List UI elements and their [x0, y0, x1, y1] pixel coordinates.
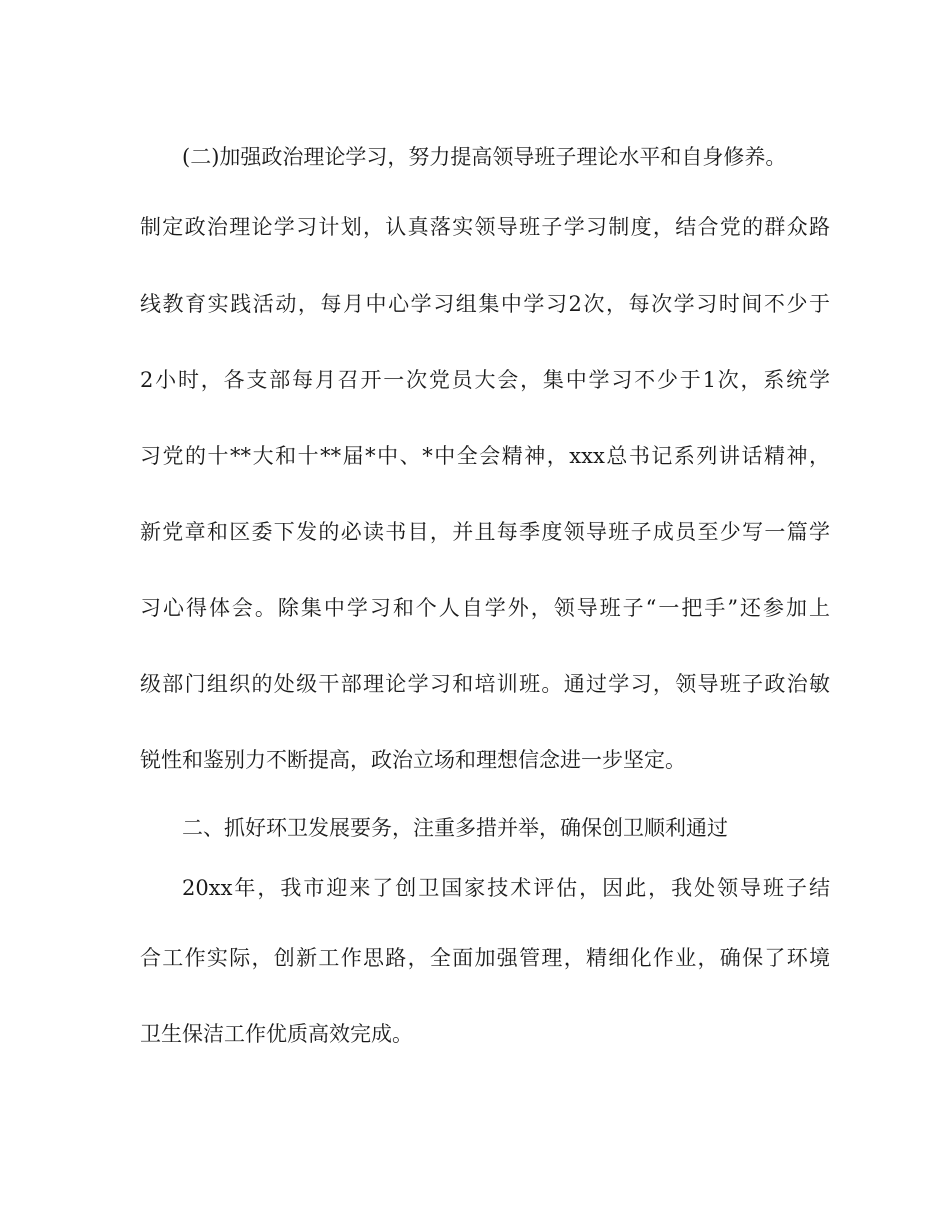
section-heading-sanitation: 二、抓好环卫发展要务，注重多措并举，确保创卫顺利通过 — [182, 816, 728, 840]
section-heading-political-study: (二)加强政治理论学习，努力提高领导班子理论水平和自身修养。 — [182, 145, 787, 169]
paragraph-line: 制定政治理论学习计划，认真落实领导班子学习制度，结合党的群众路 — [140, 215, 830, 239]
paragraph-line: 20xx年，我市迎来了创卫国家技术评估，因此，我处领导班子结 — [182, 876, 830, 900]
paragraph-line: 级部门组织的处级干部理论学习和培训班。通过学习，领导班子政治敏 — [140, 672, 830, 696]
paragraph-line: 线教育实践活动，每月中心学习组集中学习2次，每次学习时间不少于 — [140, 292, 830, 316]
paragraph-line: 合工作实际，创新工作思路，全面加强管理，精细化作业，确保了环境 — [140, 946, 830, 970]
paragraph-line: 锐性和鉴别力不断提高，政治立场和理想信念进一步坚定。 — [140, 748, 686, 772]
paragraph-line: 2小时，各支部每月召开一次党员大会，集中学习不少于1次，系统学 — [140, 368, 830, 392]
paragraph-line: 新党章和区委下发的必读书目，并且每季度领导班子成员至少写一篇学 — [140, 520, 830, 544]
paragraph-line: 习党的十**大和十**届*中、*中全会精神，xxx总书记系列讲话精神， — [140, 444, 830, 468]
paragraph-line: 卫生保洁工作优质高效完成。 — [140, 1022, 413, 1046]
paragraph-line: 习心得体会。除集中学习和个人自学外，领导班子“一把手”还参加上 — [140, 596, 830, 620]
